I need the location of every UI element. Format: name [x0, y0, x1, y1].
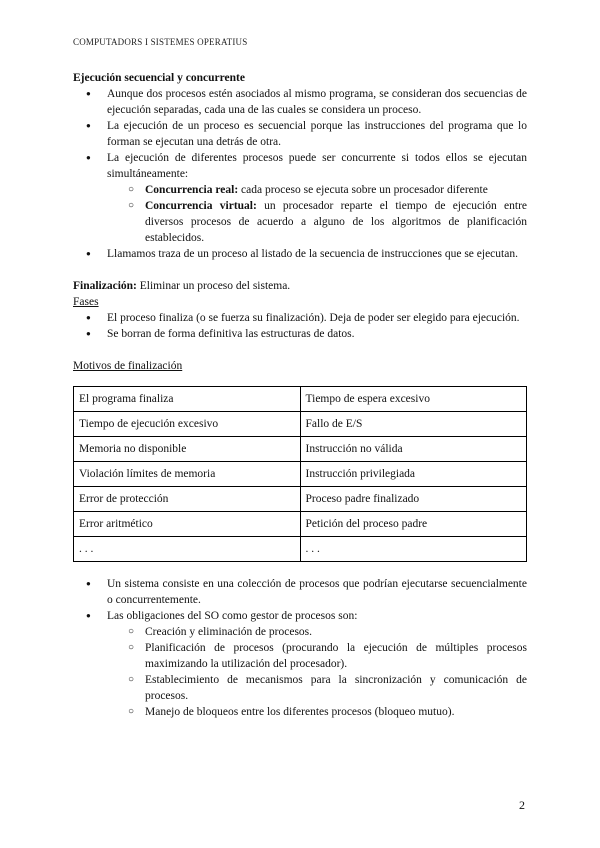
table-cell: Instrucción privilegiada [300, 462, 527, 487]
list-item: ● El proceso finaliza (o se fuerza su finalización). Deja de poder ser elegido para ejecución. [73, 310, 527, 326]
concurrency-sublist [73, 182, 527, 246]
sublist-item: ○ Establecimiento de mecanismos para la sincronización y comunicación de procesos. [73, 672, 527, 704]
list-item: ● La ejecución de un proceso es secuencial porque las instrucciones del programa que lo forman se ejecutan una detrás de otra. [73, 118, 527, 150]
table-row [74, 387, 527, 412]
execution-bullets [73, 86, 527, 262]
table-row [74, 537, 527, 562]
sublist-item [73, 198, 527, 246]
sublist-item: ○ Planificación de procesos (procurando la ejecución de múltiples procesos maximizando la utilización del procesador). [73, 640, 527, 672]
page-number: 2 [519, 798, 525, 812]
finalization-heading [73, 278, 527, 294]
table-row [74, 412, 527, 437]
table-cell: Proceso padre finalizado [300, 487, 527, 512]
table-cell: Instrucción no válida [300, 437, 527, 462]
motives-heading: Motivos de finalización [73, 360, 183, 372]
table-cell: Fallo de E/S [300, 412, 527, 437]
list-item [73, 608, 527, 720]
table-cell: Memoria no disponible [74, 437, 301, 462]
page-header: COMPUTADORS I SISTEMES OPERATIUS [73, 37, 248, 47]
sublist-text: un procesador reparte el tiempo de ejecución entre diversos procesos de acuerdo a alguno de los algoritmos de planificación establecidos. [145, 200, 528, 244]
list-item: ● Aunque dos procesos estén asociados al mismo programa, se consideran dos secuencias de ejecución separadas, cada una de las cuales se considera un proceso. [73, 86, 527, 118]
section-title-execution: Ejecución secuencial y concurrente [73, 72, 245, 84]
table-cell: Error de protección [74, 487, 301, 512]
finalization-definition: Eliminar un proceso del sistema. [139, 280, 291, 292]
table-cell: Violación límites de memoria [74, 462, 301, 487]
list-item: ● Llamamos traza de un proceso al listado de la secuencia de instrucciones que se ejecutan. [73, 246, 527, 262]
sublist-item [73, 182, 527, 198]
list-item: ● Se borran de forma definitiva las estructuras de datos. [73, 326, 527, 342]
table-cell: Petición del proceso padre [300, 512, 527, 537]
list-item-text: La ejecución de diferentes procesos puede ser concurrente si todos ellos se ejecutan simultáneamente: [107, 152, 527, 180]
sublist-text: cada proceso se ejecuta sobre un procesador diferente [241, 184, 488, 196]
table-cell: Tiempo de ejecución excesivo [74, 412, 301, 437]
list-item-text: Las obligaciones del SO como gestor de procesos son: [107, 610, 358, 622]
section-title-finalization: Finalización: [73, 280, 137, 292]
table-row [74, 487, 527, 512]
table-row [74, 512, 527, 537]
phases-bullets [73, 310, 527, 342]
os-bullets [73, 576, 527, 720]
table-cell: Error aritmético [74, 512, 301, 537]
sublist-item: ○ Manejo de bloqueos entre los diferentes procesos (bloqueo mutuo). [73, 704, 527, 720]
table-cell: Tiempo de espera excesivo [300, 387, 527, 412]
table-cell: . . . [300, 537, 527, 562]
sublist-item: ○ Creación y eliminación de procesos. [73, 624, 527, 640]
table-cell: El programa finaliza [74, 387, 301, 412]
termination-motives-table [73, 386, 527, 562]
list-item [73, 150, 527, 246]
os-duties-sublist [73, 624, 527, 720]
table-row [74, 462, 527, 487]
term-virtual-concurrency: Concurrencia virtual: [145, 200, 257, 212]
table-cell: . . . [74, 537, 301, 562]
list-item: ● Un sistema consiste en una colección de procesos que podrían ejecutarse secuencialmente o concurrentemente. [73, 576, 527, 608]
table-row [74, 437, 527, 462]
page-content [73, 70, 527, 720]
phases-heading: Fases [73, 296, 99, 308]
term-real-concurrency: Concurrencia real: [145, 184, 239, 196]
